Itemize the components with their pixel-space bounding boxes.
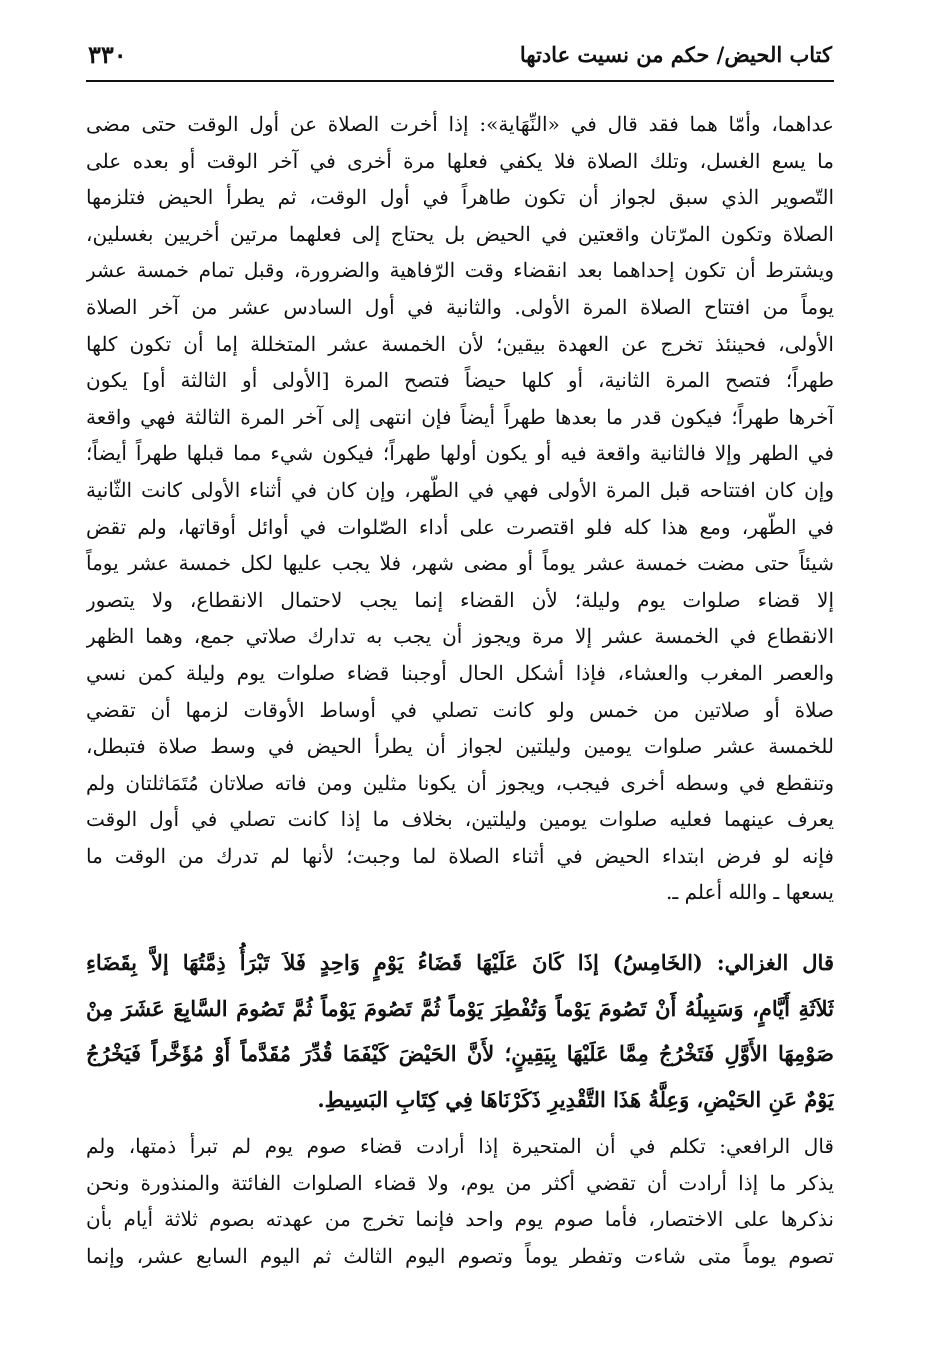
matn-paragraph (86, 940, 834, 1122)
text-line: وإن كان افتتاحه قبل المرة الأولى فهي في الطّهر، وإن كان في أثناء الأولى كانت الثّانية (86, 477, 834, 502)
header-rule (86, 80, 834, 82)
text-line: يذكر ما إذا أرادت أن تقضي أكثر من يوم، ولا قضاء الصلوات الفائتة والمنذورة ونحن (86, 1170, 834, 1195)
text-line: نذكرها على الاختصار، فأما صوم يوم واحد فإنما تخرج من عهدته بصوم ثلاثة أيام بأن (86, 1207, 834, 1231)
text-line: عداهما، وأمّا هما فقد قال في «النِّهَاية»: إذا أخرت الصلاة عن أول الوقت حتى مضى (86, 112, 834, 136)
header-title: كتاب الحيض/ حكم من نسيت عادتها (519, 42, 832, 67)
text-line: في الطّهر، ومع هذا كله فلو اقتصرت على أداء الصّلوات في أوائل أوقاتها، ولم تقض (86, 514, 834, 539)
text-line: يوماً من افتتاح الصلاة المرة الأولى. والثانية في أول السادس عشر من آخر الصلاة (86, 294, 834, 319)
text-line: طهراً؛ فتصح المرة الثانية، أو كلها حيضاً فتصح المرة [الأولى أو الثالثة أو] يكون (86, 368, 834, 393)
text-line: يعرف عينهما فعليه صلوات يومين وليلتين، بخلاف ما إذا كانت تصلي في أول الوقت (86, 807, 834, 832)
text-line: الأولى، فحينئذ تخرج عن العهدة بيقين؛ لأن الخمسة عشر المتخللة إما أن تكون كلها (86, 331, 834, 356)
text-line: صَوْمِهَا الأَوَّلِ فَتَخْرُجُ مِمَّا عَلَيْهَا بِيَقِينٍ؛ لأَنَّ الحَيْضَ كَيْفَمَا قُدِّرَ مُقَدَّماً أَوْ مُؤَخَّراً فَيَخْرُجُ (86, 1041, 834, 1066)
text-line: يَوْمٌ عَنِ الحَيْضِ، وَعِلَّةُ هَذَا التَّقْدِيرِ ذَكَرْنَاهَا فِي كِتَابِ البَسِيطِ. (317, 1086, 834, 1112)
text-line: ثَلاَثَةِ أَيَّامٍ، وَسَبِيلُهُ أَنْ تَصُومَ يَوْماً وَتُفْطِرَ يَوْماً ثُمَّ تَصُومَ يَوْماً ثُمَّ تَصُومَ السَّابِعَ عَشَرَ مِنْ (86, 995, 834, 1021)
text-line: وتنقطع في وسطه أخرى فيجب، ويجوز أن يكونا مثلين ومن فاته صلاتان مُتَمَاثلتان ولم (86, 770, 834, 795)
text-line: في الطهر وإلا فالثانية واقعة فيه أو يكون أولها طهراً؛ فيكون شيء مما قبلها طهراً أيضاً؛ (86, 441, 834, 466)
text-line: تصوم يوماً متى شاءت وتفطر يوماً وتصوم اليوم الثالث ثم اليوم السابع عشر، وإنما (86, 1243, 834, 1268)
text-line: للخمسة عشر صلوات يومين وليلتين لجواز أن يطرأ الحيض في وسط صلاة فتبطل، (86, 734, 834, 759)
text-line: يسعها ـ والله أعلم ـ. (666, 880, 834, 905)
text-line: إلا قضاء صلوات يوم وليلة؛ لأن القضاء إنما يجب لاحتمال الانقطاع، ولا يتصور (86, 587, 834, 612)
text-line: ما يسع الغسل، وتلك الصلاة فلا يكفي فعلها مرة أخرى في آخر الوقت أو بعده على (86, 148, 834, 173)
text-line: صلاة أو صلاتين من خمس ولو كانت تصلي في أوساط الأوقات لزمها أن تقضي (86, 697, 834, 722)
running-header (88, 36, 832, 76)
text-line: قال الرافعي: تكلم في أن المتحيرة إذا أرادت قضاء صوم يوم لم تبرأ ذمتها، ولم (86, 1134, 834, 1158)
text-line: شيئاً حتى مضت خمسة عشر يوماً أو مضى شهر، فلا يجب عليها لكل خمسة عشر يوماً (86, 551, 834, 576)
text-line: آخرها طهراً؛ فيكون قدر ما بعدها طهراً أيضاً فإن انتهى إلى آخر المرة الثالثة فهي واقعة (86, 404, 834, 429)
commentary-paragraph (86, 1128, 834, 1274)
page-number: ٣٣٠ (88, 40, 127, 69)
text-line: قال الغزالي: (الخَامِسُ) إذَا كَانَ عَلَيْهَا قَضَاءُ يَوْمٍ وَاحِدٍ فَلاَ تَبْرَأُ ذِمَّتُهَا إلاَّ بِقَضَاءِ (86, 950, 834, 975)
text-line: الانقطاع في الخمسة عشر إلا مرة ويجوز أن يجب به تدارك صلاتي جمع، وهما الظهر (86, 624, 834, 649)
text-line: والعصر المغرب والعشاء، فإذا أشكل الحال أوجبنا قضاء صلوات يوم وليلة كمن نسي (86, 660, 834, 685)
text-line: التّصوير الذي سبق لجواز أن تكون طاهراً في أول الوقت، ثم يطرأ الحيض فتلزمها (86, 185, 834, 210)
text-line: فإنه لو فرض ابتداء الحيض في أثناء الصلاة لما وجبت؛ لأنها لم تدرك من الوقت ما (86, 843, 834, 868)
text-line: الصلاة وتكون المرّتان واقعتين في الحيض بل يحتاج إلى فعلهما مرتين أخريين بغسلين، (86, 221, 834, 246)
commentary-paragraph (86, 106, 834, 911)
text-line: ويشترط أن تكون إحداهما بعد انقضاء وقت الرّفاهية والضرورة، وقبل تمام خمسة عشر (86, 258, 834, 283)
